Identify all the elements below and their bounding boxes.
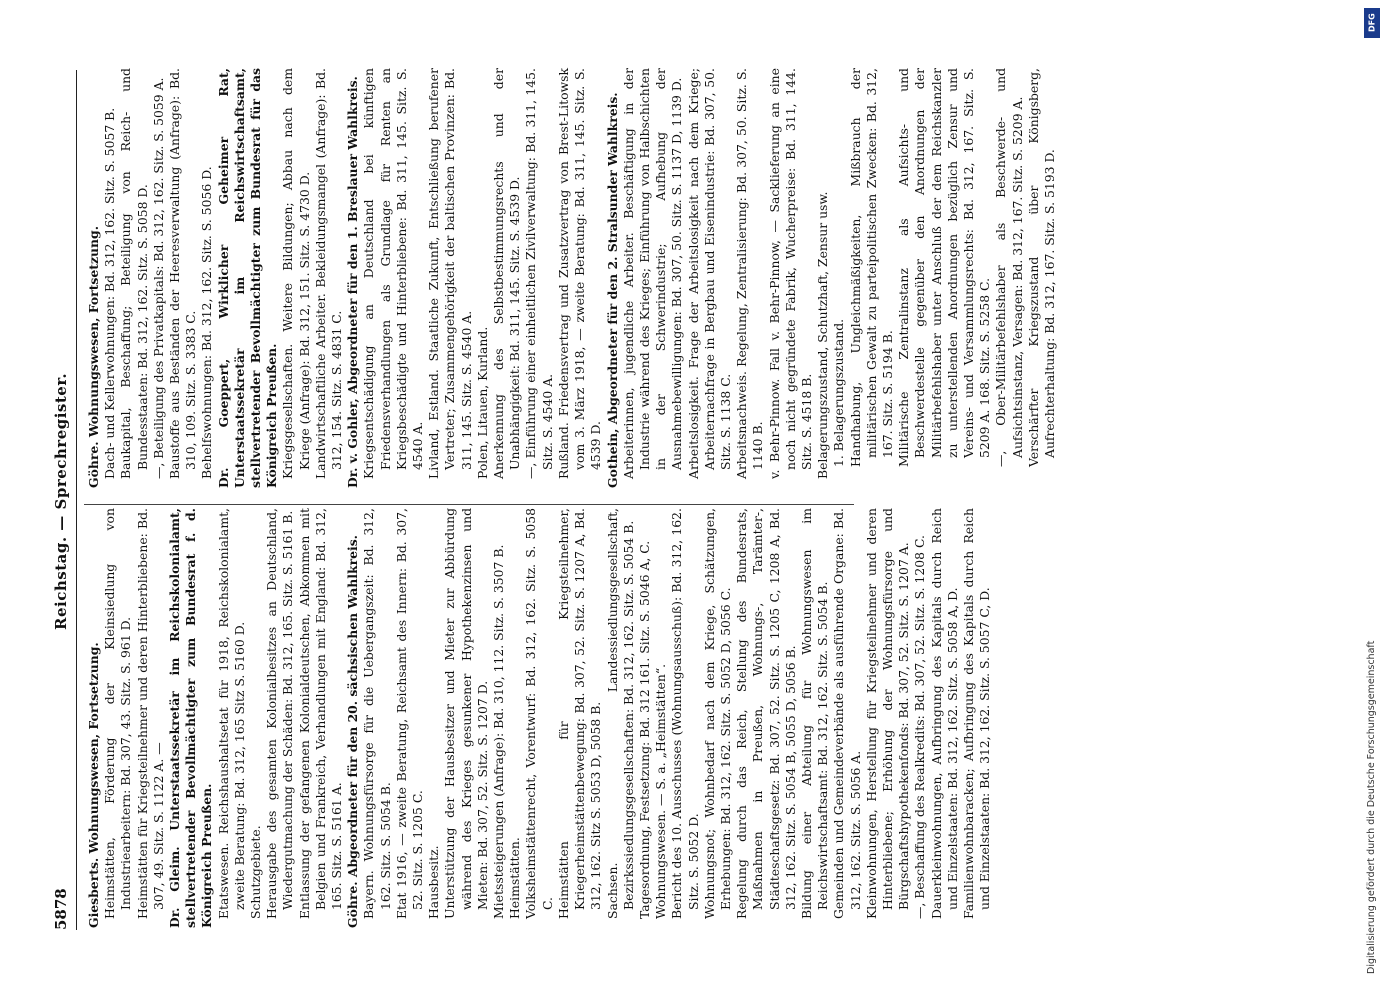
index-subentry: Verschärfter Kriegszustand über Königsberg, Aufrechterhaltung: Bd. 312, 167. Sitz. S. 5193 D. [1025, 68, 1057, 467]
index-entry: —, Einführung einer einheitlichen Zivilverwaltung: Bd. 311, 145. Sitz. S. 4540 A. [523, 68, 555, 479]
index-entry: Bildung einer Abteilung für Wohnungswesen im Reichswirtschaftsamt: Bd. 312, 162. Sitz. S. 5054 B. [798, 508, 831, 919]
speaker-heading: Giesberts. Wohnungswesen, Fortsetzung. [86, 642, 101, 928]
index-entry: Familienwohnbaracken; Aufbringung des Kapitals durch Reich und Einzelstaaten: Bd. 312, 162. Sitz. S. 5057 C, D. [960, 508, 993, 919]
index-entry: Sachsen. Landessiedlungsgesellschaft, Bezirkssiedlungsgesellschaften: Bd. 312, 162. Sitz. S. 5054 B. [604, 508, 636, 919]
index-entry: Baukapital, Beschaffung; Beteiligung von Reich- und Bundesstaaten: Bd. 312, 162. Sitz. S. 5058 D. [118, 68, 150, 479]
speaker-heading: Göhre. Abgeordneter für den 20. sächsischen Wahlkreis. [345, 535, 361, 928]
index-entry: Dauerkleinwohnungen, Aufbringung des Kapitals durch Reich und Einzelstaaten: Bd. 312, 162. Sitz. S. 5058 A, D. [928, 508, 960, 919]
index-entry: Bayern. Wohnungsfürsorge für die Uebergangszeit: Bd. 312, 162. Sitz. S. 5054 B. [361, 508, 393, 919]
left-column [86, 508, 993, 928]
index-entry: Tagesordnung, Festsetzung: Bd. 312 161. Sitz. S. 5046 A, C. [636, 540, 652, 919]
index-entry: Polen, Litauen, Kurland. [474, 326, 490, 479]
index-entry: Kriegsgesellschaften. Weitere Bildungen; Abbau nach dem Kriege (Anfrage): Bd. 312, 151. Sitz. S. 4730 D. [280, 68, 312, 479]
index-entry: Etat 1916, — zweite Beratung, Reichsamt des Innern: Bd. 307, 52. Sitz. S. 1205 C. [393, 508, 426, 919]
index-entry: Dach- und Kellerwohnungen: Bd. 312, 162. Sitz. S. 5057 B. [102, 107, 118, 479]
index-entry: Wohnungsnot; Wohnbedarf nach dem Kriege, Schätzungen, Erhebungen: Bd. 312, 162. Sitz. S. 5052 D, 5056 C. [701, 508, 733, 919]
index-entry: Kleinwohnungen, Herstellung für Kriegsteilnehmer und deren Hinterbliebene; Erhöhung der Wohnungsfürsorge und Bürgschaftshypothekenfonds: Bd. 307, 52. Sitz. S. 1207 A. [863, 508, 912, 919]
speaker-heading: Dr. Goeppert, Wirklicher Geheimer Rat, Unterstaatssekretär im Reichswirtschaftsamt, stellvertretender Bevollmächtigter zum Bundesrat für das Königreich Preußen. [215, 68, 280, 488]
index-entry: Mietssteigerungen (Anfrage): Bd. 310, 112. Sitz. S. 3507 B. [491, 544, 507, 919]
index-entry: Bericht des 10. Ausschusses (Wohnungsausschuß): Bd. 312, 162. Sitz. S. 5052 D. [669, 508, 701, 919]
index-subentry: 1. Belagerungszustand. [831, 318, 847, 467]
index-entry: Heimstätten. [507, 837, 523, 919]
speaker-heading: Gothein, Abgeordneter für den 2. Stralsunder Wahlkreis. [604, 92, 620, 488]
index-entry: Heimstätten für Kriegsteilnehmer, Kriegerheimstättenbewegung: Bd. 307, 52. Sitz. S. 1207 A, Bd. 312, 162. Sitz S. 5053 D, 5058 B. [555, 508, 604, 919]
speaker-heading: Dr. Gleim. Unterstaatssekretär im Reichskolonialamt, stellvertretender Bevollmächtigter zum Bundesrat f. d. Königreich Preußen. [167, 508, 215, 928]
index-entry: Anerkennung des Selbstbestimmungsrechts und der Unabhängigkeit: Bd. 311, 145. Sitz. S. 4539 D. [491, 68, 523, 479]
index-entry: Etatswesen. Reichshaushaltsetat für 1918, Reichskolonialamt, zweite Beratung: Bd. 312, 165 Sitz S. 5160 D. [215, 508, 247, 919]
index-entry: Arbeitslosigkeit. Frage der Arbeitslosigkeit nach dem Kriege; Arbeiternachfrage in Bergbau und Eisenindustrie: Bd. 307, 50. Sitz. S. 1138 C. [685, 68, 733, 479]
index-entry: Entlassung der gefangenen Kolonialdeutschen, Abkommen mit Belgien und Frankreich, Verhandlungen mit England: Bd. 312, 165. Sitz. S. 5161 A. [296, 508, 345, 919]
index-entry: Hausbesitz. [426, 845, 442, 919]
speaker-heading: Göhre. Wohnungswesen, Fortsetzung. [86, 225, 101, 488]
index-entry: Volksheimstättenrecht, Vorentwurf: Bd. 312, 162. Sitz. S. 5058 C. [523, 508, 555, 919]
index-entry: Baustoffe aus Beständen der Heeresverwaltung (Anfrage): Bd. 310, 109. Sitz. S. 3383 C. [167, 68, 199, 479]
dfg-logo: DFG [1364, 8, 1380, 38]
index-entry: Landwirtschaftliche Arbeiter. Bekleidungsmangel (Anfrage): Bd. 312, 154. Sitz. S. 4831 C. [312, 68, 345, 479]
index-entry: Belagerungszustand, Schutzhaft, Zensur usw. [815, 191, 831, 479]
page-number: 5878 [52, 888, 70, 930]
index-subentry: Handhabung, Ungleichmäßigkeiten, Mißbrauch der militärischen Gewalt zu parteipolitischen Zwecken: Bd. 312, 167. Sitz. S. 5194 B. [847, 68, 895, 467]
index-entry: v. Behr-Pinnow. Fall v. Behr-Pinnow, — Sacklieferung an eine noch nicht gegründete Fabrik, Wucherpreise: Bd. 311, 144. Sitz. S. 4518 B. [766, 68, 814, 479]
index-entry: Wohnungswesen. — S. a. „Heimstätten“. [653, 663, 669, 919]
index-entry: Heimstätten, Förderung der Kleinsiedlung von Industriearbeitern: Bd. 307, 43. Sitz. S. 961 D. [102, 508, 134, 919]
right-column [86, 68, 1058, 488]
funding-credit: Digitalisierung gefördert durch die Deutsche Forschungsgemeinschaft [1366, 640, 1377, 974]
index-entry: Regelung durch das Reich, Stellung des Bundesrats, Maßnahmen in Preußen, Wohnungs-, Tarämter-, Städteschaftsgesetz: Bd. 307, 52. Sitz. S. 1205 C, 1208 A, Bd. 312, 162. Sitz. S. 5054 B, 5055 D, 5056 B. [734, 508, 798, 919]
index-entry: Livland, Estland. Staatliche Zukunft, Entschließung berufener Vertreter; Zusammengehörigkeit der baltischen Provinzen: Bd. 311, 145. Sitz. S. 4540 A. [426, 68, 474, 479]
index-entry: Unterstützung der Hausbesitzer und Mieter zur Abbürdung während des Krieges gesunkener Hypothekenzinsen und Mieten: Bd. 307, 52. Sitz. S. 1207 D. [442, 508, 490, 919]
column-divider [84, 504, 854, 505]
index-entry: Herausgabe des gesamten Kolonialbesitzes an Deutschland, Wiedergutmachung der Schäden: Bd. 312, 165. Sitz. S. 5161 B. [264, 508, 296, 919]
index-subentry: Militärische Zentralinstanz als Aufsichts- und Beschwerdestelle gegenüber den Anordnungen der Militärbefehlshaber unter Anschluß der dem Reichskanzler zu unterstellenden Anordnungen bezüglich Zensur und Vereins- und Versammlungsrechts: Bd. 312, 167. Sitz. S. 5209 A. 168. Sitz. S. 5258 C. [896, 68, 993, 467]
index-entry: Kriegsentschädigung an Deutschland bei künftigen Friedensverhandlungen als Grundlage für Renten an Kriegsbeschädigte und Hinterbliebene: Bd. 311, 145. Sitz. S. 4540 A. [361, 68, 426, 479]
page-header [52, 70, 72, 930]
index-entry: —, Beteiligung des Privatkapitals: Bd. 312, 162. Sitz. S. 5059 A. [150, 77, 166, 479]
index-entry: Rußland. Friedensvertrag und Zusatzvertrag von Brest-Litowsk vom 3. März 1918, — zweite Beratung: Bd. 311, 145. Sitz. S. 4539 D. [555, 68, 604, 479]
index-entry: Arbeiterinnen, jugendliche Arbeiter. Beschäftigung in der Industrie während des Krieges; Einführung von Halbschichten in der Schwerindustrie; Aufhebung der Ausnahmebewilligungen: Bd. 307, 50. Sitz. S. 1137 D, 1139 D. [620, 68, 685, 479]
running-title: Reichstag. — Sprechregister. [52, 372, 70, 630]
header-rule [76, 70, 77, 930]
index-entry: —, Beschaffung des Realkredits: Bd. 307, 52. Sitz. S. 1208 C. [912, 535, 928, 919]
index-entry: Schutzgebiete. [248, 825, 264, 919]
speaker-heading: Dr. v. Gohler, Abgeordneter für den 1. Breslauer Wahlkreis. [345, 76, 361, 488]
index-entry: Arbeitsnachweis. Regelung, Zentralisierung: Bd. 307, 50. Sitz. S. 1140 B. [734, 68, 766, 479]
index-subentry: —, Ober-Militärbefehlshaber als Beschwerde- und Aufsichtsinstanz, Versagen: Bd. 312, 167. Sitz. S. 5209 A. [993, 68, 1025, 467]
index-entry: Gemeinden und Gemeindeverbände als ausführende Organe: Bd. 312, 162. Sitz. S. 5056 A. [831, 508, 863, 919]
index-entry: Behelfswohnungen: Bd. 312, 162. Sitz. S. 5056 D. [199, 166, 215, 479]
index-entry: Heimstätten für Kriegsteilnehmer und deren Hinterbliebene: Bd. 307, 49. Sitz. S. 1122 A. — [134, 508, 166, 919]
